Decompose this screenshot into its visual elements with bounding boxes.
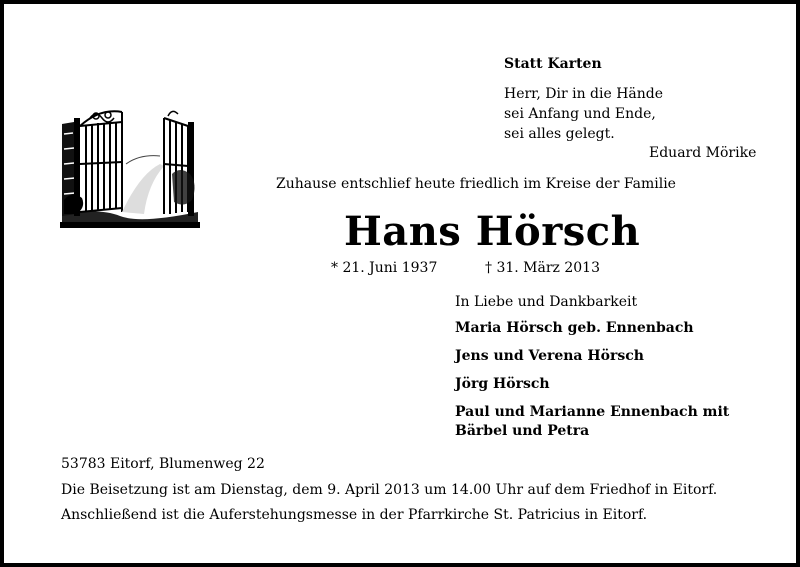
- mourner-name: Jens und Verena Hörsch: [455, 348, 644, 364]
- deceased-name: Hans Hörsch: [344, 208, 641, 255]
- mourner-name: Maria Hörsch geb. Ennenbach: [455, 320, 694, 336]
- statt-karten-heading: Statt Karten: [504, 56, 602, 72]
- garden-gate-icon: [60, 104, 200, 234]
- mourner-name: Bärbel und Petra: [455, 423, 590, 439]
- poem-line-1: Herr, Dir in die Hände: [504, 86, 664, 102]
- mourner-name: Paul und Marianne Ennenbach mit: [455, 404, 730, 420]
- mourner-name: Jörg Hörsch: [455, 376, 550, 392]
- poem-line-3: sei alles gelegt.: [504, 126, 615, 142]
- poem-author: Eduard Mörike: [649, 145, 757, 161]
- funeral-info: Die Beisetzung ist am Dienstag, dem 9. April 2013 um 14.00 Uhr auf dem Friedhof in Eitorf.: [61, 482, 718, 498]
- birth-date: * 21. Juni 1937: [331, 260, 438, 276]
- notice-intro: Zuhause entschlief heute friedlich im Kreise der Familie: [276, 176, 676, 192]
- mass-info: Anschließend ist die Auferstehungsmesse in der Pfarrkirche St. Patricius in Eitorf.: [61, 507, 648, 523]
- poem-line-2: sei Anfang und Ende,: [504, 106, 656, 122]
- mourners-intro: In Liebe und Dankbarkeit: [455, 294, 638, 310]
- death-date: † 31. März 2013: [485, 260, 600, 276]
- address: 53783 Eitorf, Blumenweg 22: [61, 456, 265, 472]
